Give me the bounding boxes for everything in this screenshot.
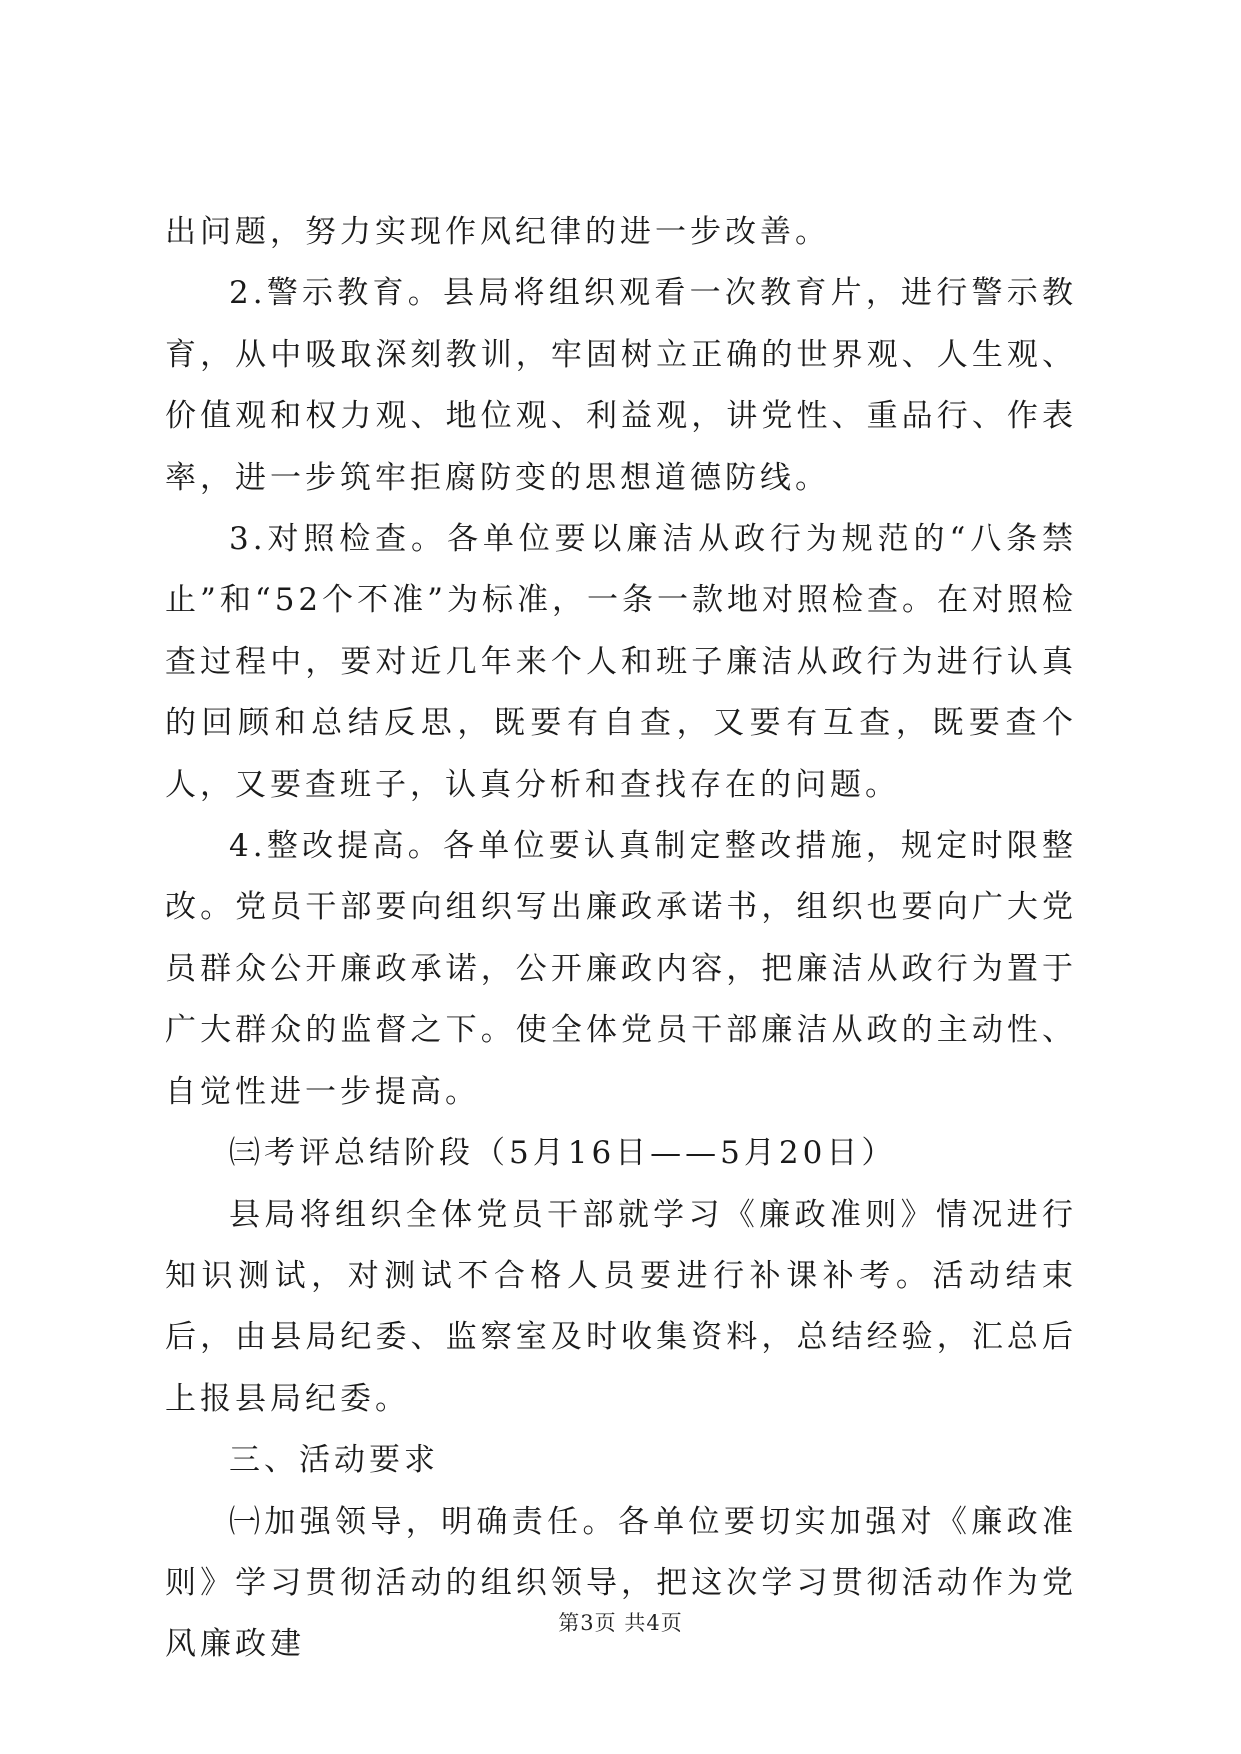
paragraph-leadership: ㈠加强领导，明确责任。各单位要切实加强对《廉政准则》学习贯彻活动的组织领导，把这次学习贯彻活动作为党风廉政建 <box>165 1503 1077 1663</box>
paragraph-rectification: 4.整改提高。各单位要认真制定整改措施，规定时限整改。党员干部要向组织写出廉政承诺书，组织也要向广大党员群众公开廉政承诺，公开廉政内容，把廉洁从政行为置于广大群众的监督之下。使全体党员干部廉洁从政的主动性、自觉性进一步提高。 <box>165 828 1077 1110</box>
section-heading-evaluation: ㈢考评总结阶段（5月16日——5月20日） <box>229 1135 897 1172</box>
paragraph-self-inspection: 3.对照检查。各单位要以廉洁从政行为规范的“八条禁止”和“52个不准”为标准，一条一款地对照检查。在对照检查过程中，要对近几年来个人和班子廉洁从政行为进行认真的回顾和总结反思，既要有自查，又要有互查，既要查个人，又要查班子，认真分析和查找存在的问题。 <box>165 521 1077 803</box>
page-number-footer: 第3页 共4页 <box>558 1611 683 1635</box>
paragraph-evaluation: 县局将组织全体党员干部就学习《廉政准则》情况进行知识测试，对测试不合格人员要进行补课补考。活动结束后，由县局纪委、监察室及时收集资料，总结经验，汇总后上报县局纪委。 <box>165 1196 1077 1417</box>
section-heading-requirements: 三、活动要求 <box>229 1442 439 1479</box>
paragraph-warning-education: 2.警示教育。县局将组织观看一次教育片，进行警示教育，从中吸取深刻教训，牢固树立正确的世界观、人生观、价值观和权力观、地位观、利益观，讲党性、重品行、作表率，进一步筑牢拒腐防变的思想道德防线。 <box>165 275 1077 496</box>
paragraph-continuation: 出问题，努力实现作风纪律的进一步改善。 <box>165 214 830 250</box>
document-body <box>165 202 1077 1676</box>
